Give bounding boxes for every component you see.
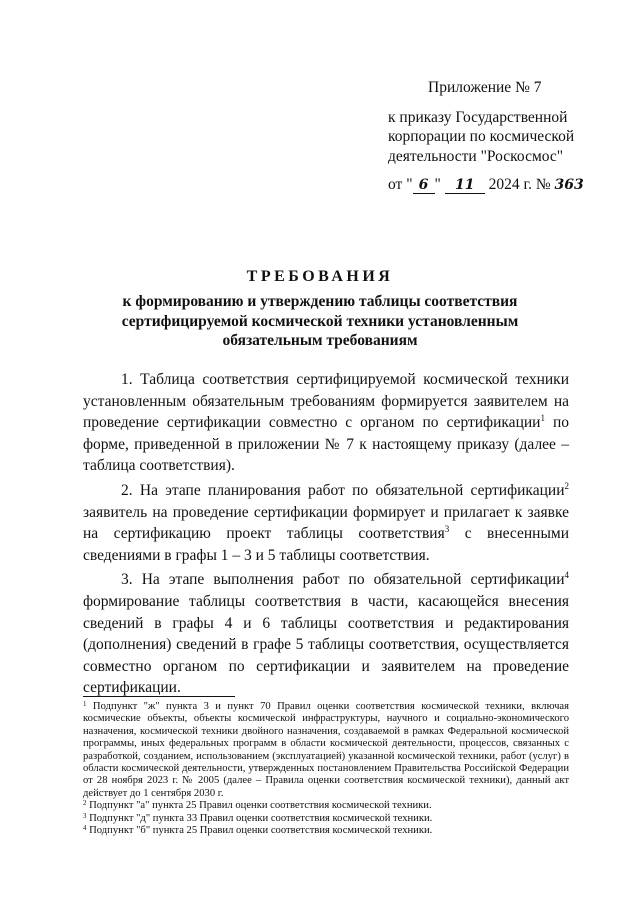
footnote-text-1: Подпункт "ж" пункта 3 и пункт 70 Правил оценки соответствия космической техники, включая космические объекты, объекты космической инфраструктуры, научного и социально-экономического назначения, космической техники двойного назначения, создаваемой в рамках Федеральной космической программы, иных федеральных программ в области космической деятельности, процессов, связанных с разработкой, созданием, использованием (эксплуатацией) указанной космической техники, работ (услуг) в области космической деятельности, утвержденных постановлением Правительства Российской Федерации от 28 ноября 2023 г. № 2005 (далее – Правила оценки соответствия космической техники), данный акт действует до 1 сентября 2030 г. bbox=[83, 701, 569, 799]
paragraph-2-text-c: с внесенными сведениями в графы 1 – 3 и 5 таблицы соответствия. bbox=[83, 525, 569, 564]
order-number-handwritten: 363 bbox=[554, 177, 584, 193]
footnote-mark-2: 2 bbox=[83, 799, 87, 808]
footnote-text-3: Подпункт "д" пункта 33 Правил оценки соответствия космической техники. bbox=[86, 812, 433, 824]
paragraph-3-text-a: 3. На этапе выполнения работ по обязательной сертификации bbox=[121, 571, 565, 589]
order-day-handwritten: 6 bbox=[413, 178, 435, 194]
footnotes bbox=[83, 701, 569, 837]
footnote-mark-3: 3 bbox=[83, 811, 87, 820]
footnote-1 bbox=[83, 701, 569, 800]
appendix-order-ref-line-1: к приказу Государственной bbox=[388, 108, 568, 126]
appendix-order-ref-line-3: деятельности "Роскосмос" bbox=[388, 147, 564, 165]
footnote-mark-1: 1 bbox=[83, 700, 87, 708]
document-title: ТРЕБОВАНИЯ bbox=[246, 268, 394, 285]
paragraph-2-text-b: заявитель на проведение сертификации формирует и прилагает к заявке на сертификацию проект таблицы соответствия bbox=[83, 503, 569, 543]
paragraph-1-text-b: по форме, приведенной в приложении № 7 к настоящему приказу (далее – таблица соответствия). bbox=[83, 414, 569, 475]
appendix-header bbox=[388, 78, 588, 196]
paragraph-1-text-a: 1. Таблица соответствия сертифицируемой космической техники установленным обязательным требованиям формируется заявителем на проведение сертификации совместно с органом по сертификации bbox=[83, 371, 569, 432]
order-month-handwritten: 11 bbox=[445, 178, 485, 194]
footnote-4 bbox=[83, 825, 569, 837]
paragraph-1 bbox=[83, 369, 569, 477]
footnote-text-2: Подпункт "а" пункта 25 Правил оценки соответствия космической техники. bbox=[86, 800, 432, 812]
document-subtitle: к формированию и утверждению таблицы соответствия сертифицируемой космической техники установленным обязательным требованиям bbox=[121, 293, 519, 349]
footnote-ref-4: 4 bbox=[564, 570, 569, 581]
order-year-text: 2024 г. № bbox=[484, 176, 555, 193]
paragraph-3-text-b: формирование таблицы соответствия в части, касающейся внесения сведений в графы 4 и 6 таблицы соответствия и редактирования (дополнения) сведений в графе 5 таблицы соответствия, осуществляется совместно органом по сертификации и заявителем на проведение сертификации. bbox=[83, 592, 569, 697]
footnote-ref-1: 1 bbox=[540, 413, 545, 424]
order-date-prefix: от " bbox=[388, 176, 413, 193]
requirements-body bbox=[83, 369, 569, 702]
footnote-separator bbox=[83, 696, 235, 697]
footnote-ref-2: 2 bbox=[564, 480, 569, 491]
order-date-number bbox=[388, 175, 588, 196]
footnote-text-4: Подпункт "б" пункта 25 Правил оценки соответствия космической техники. bbox=[86, 825, 433, 837]
footnote-2 bbox=[83, 800, 569, 812]
order-date-mid: " bbox=[434, 176, 445, 193]
paragraph-3 bbox=[83, 569, 569, 699]
footnote-ref-3: 3 bbox=[444, 524, 450, 535]
appendix-number: Приложение № 7 bbox=[428, 79, 542, 96]
paragraph-2-text-a: 2. На этапе планирования работ по обязательной сертификации bbox=[121, 481, 565, 499]
footnote-mark-4: 4 bbox=[83, 824, 87, 833]
appendix-order-ref-line-2: корпорации по космической bbox=[388, 128, 575, 145]
footnote-3 bbox=[83, 813, 569, 825]
paragraph-2 bbox=[83, 480, 569, 566]
